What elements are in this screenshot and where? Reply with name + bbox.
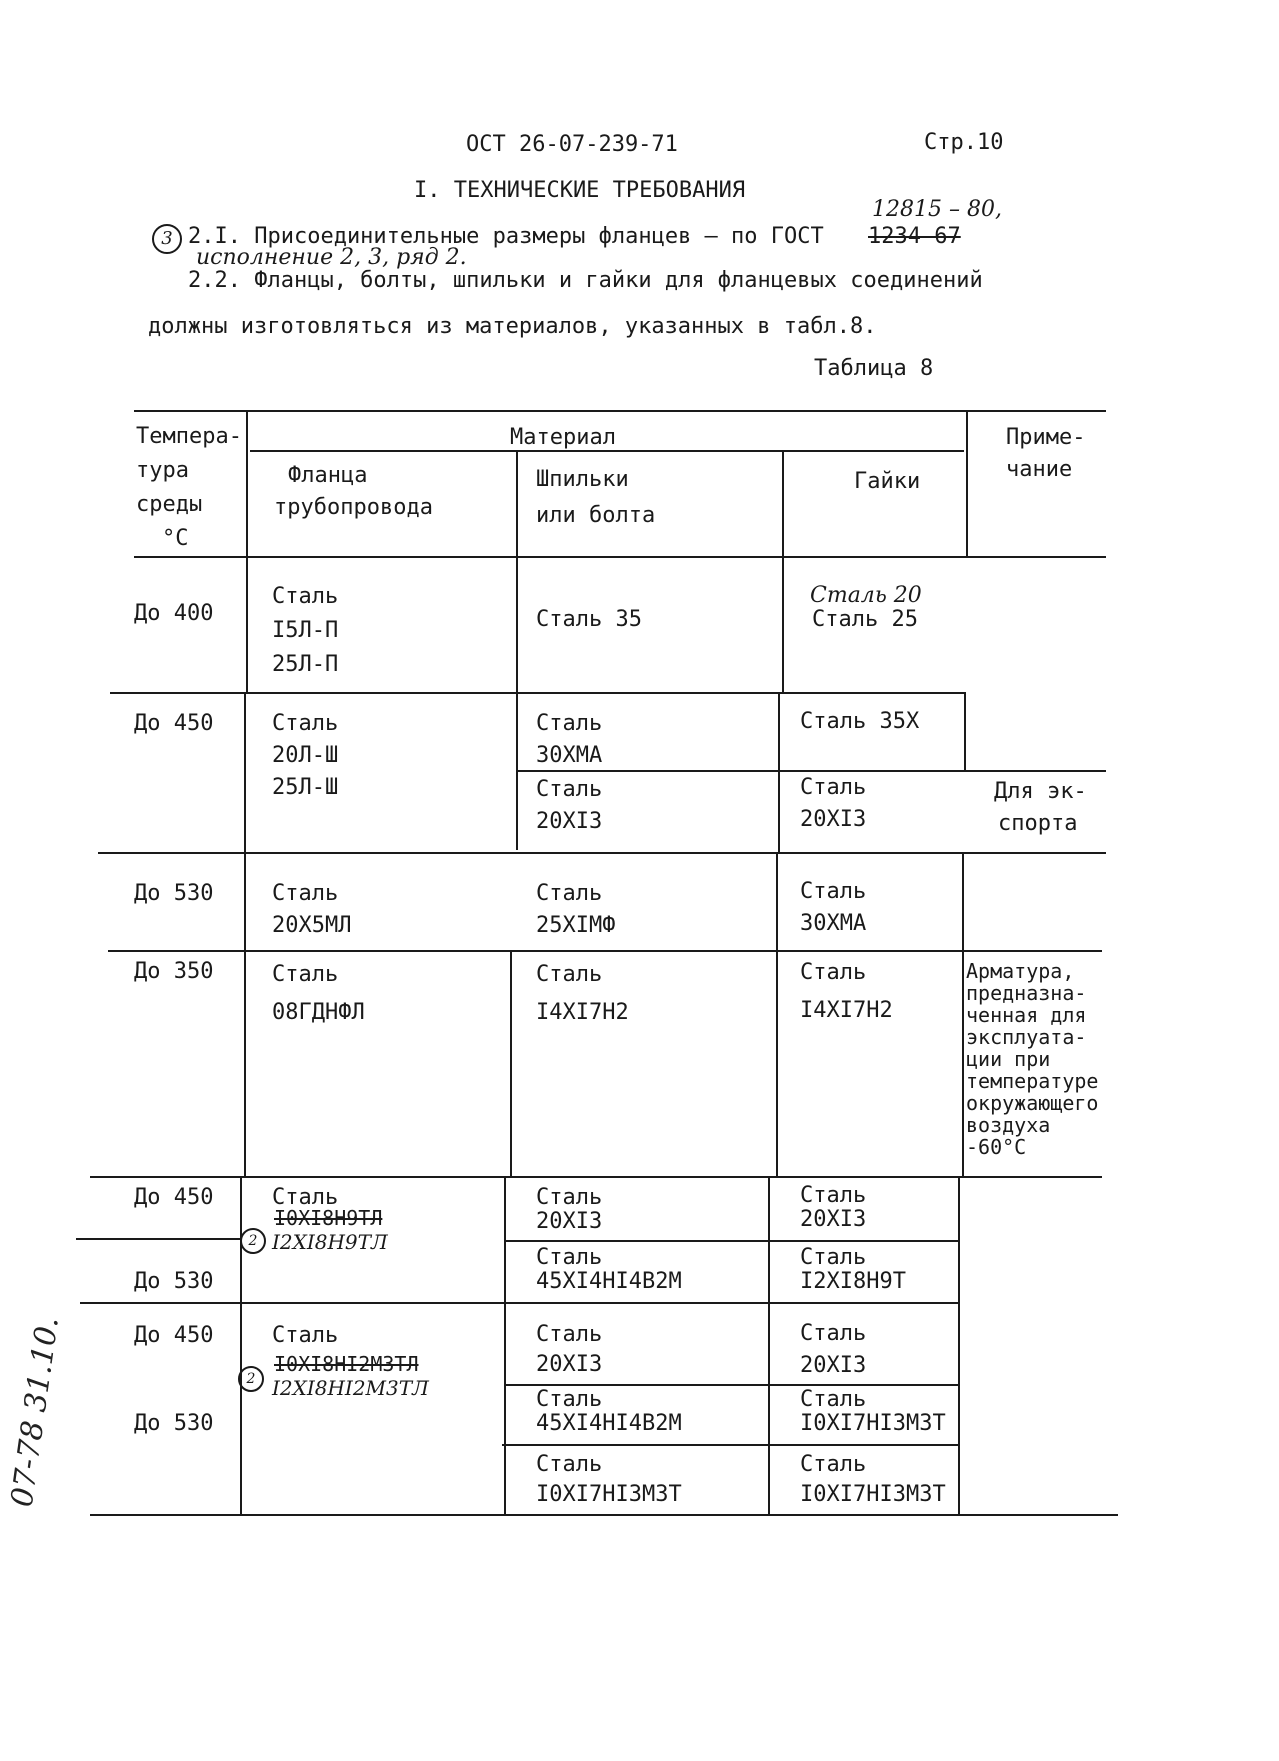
row4-note: Арматура, предназна- ченная для эксплуата- ции при температуре окружающего воздуха -60°С — [966, 959, 1099, 1159]
row2b-nut: Сталь 20ХI3 — [800, 775, 867, 832]
row6a-stud: Сталь 20ХI3 — [536, 1322, 603, 1377]
row6c-nut: Сталь I0ХI7НI3М3Т — [800, 1452, 946, 1507]
row1-nut-handwritten: Сталь 20 — [810, 583, 922, 608]
document-code: ОСТ 26-07-239-71 — [466, 132, 678, 157]
row5b-stud: Сталь 45ХI4НI4В2М — [536, 1245, 682, 1294]
header-temperature: Темпера- тура среды °С — [136, 424, 242, 551]
row5b-temperature: До 530 — [134, 1269, 214, 1294]
clause-2-1-text: 2.I. Присоединительные размеры фланцев – по ГОСТ — [188, 224, 824, 249]
row3-nut: Сталь 30ХМА — [800, 879, 867, 936]
row5-flange-struck: I0ХI8Н9ТЛ — [274, 1206, 383, 1230]
clause-2-2-line2: должны изготовляться из материалов, указанных в табл.8. — [148, 314, 877, 339]
row2-temperature: До 450 — [134, 711, 214, 736]
row4-nut: Сталь I4ХI7Н2 — [800, 960, 893, 1023]
row5-flange-handwritten: I2ХI8Н9ТЛ — [272, 1230, 388, 1254]
row2-flange: Сталь 20Л-Ш 25Л-Ш — [272, 711, 339, 800]
header-note: Приме- чание — [1006, 425, 1086, 482]
row6a-nut: Сталь 20ХI3 — [800, 1321, 867, 1378]
change-mark: 3 — [152, 224, 182, 254]
row4-temperature: До 350 — [134, 959, 214, 984]
page-number: Стр.10 — [924, 130, 1004, 155]
row1-flange: Сталь I5Л-П 25Л-П — [272, 584, 339, 677]
row2b-note: Для эк- спорта — [994, 779, 1087, 836]
row6-flange-struck: I0ХI8НI2М3ТЛ — [274, 1352, 419, 1376]
row5a-nut: Сталь 20ХI3 — [800, 1183, 867, 1232]
table-caption: Таблица 8 — [814, 356, 934, 381]
row6-change-mark: 2 — [238, 1366, 264, 1392]
row1-stud: Сталь 35 — [536, 607, 642, 632]
row4-stud: Сталь I4ХI7Н2 — [536, 962, 629, 1025]
row6b-nut: Сталь I0ХI7НI3М3Т — [800, 1387, 946, 1436]
row5a-stud: Сталь 20ХI3 — [536, 1185, 603, 1234]
row3-temperature: До 530 — [134, 881, 214, 906]
row5b-nut: Сталь I2ХI8Н9Т — [800, 1245, 906, 1294]
row6-flange-label: Сталь — [272, 1323, 339, 1348]
clause-2-1-handwritten-standard: 12815 – 80, — [872, 197, 1002, 222]
header-material: Материал — [510, 425, 616, 450]
section-title: I. ТЕХНИЧЕСКИЕ ТРЕБОВАНИЯ — [414, 178, 746, 203]
row3-flange: Сталь 20Х5МЛ — [272, 881, 352, 938]
row2a-stud: Сталь 30ХМА — [536, 711, 603, 768]
clause-2-2-line1: 2.2. Фланцы, болты, шпильки и гайки для фланцевых соединений — [188, 268, 983, 293]
row1-nut: Сталь 25 — [812, 607, 918, 632]
clause-2-1-handwritten-note: исполнение 2, 3, ряд 2. — [196, 245, 467, 270]
row6c-stud: Сталь I0ХI7НI3М3Т — [536, 1452, 682, 1507]
row2b-stud: Сталь 20ХI3 — [536, 777, 603, 834]
header-flange: Фланца трубопровода — [274, 463, 433, 520]
row6a-temperature: До 450 — [134, 1323, 214, 1348]
row6b-stud: Сталь 45ХI4НI4В2М — [536, 1387, 682, 1436]
margin-handwritten-note: 07-78 31.10. — [4, 1314, 66, 1510]
row4-flange: Сталь 08ГДНФЛ — [272, 962, 365, 1025]
row5-change-mark: 2 — [240, 1228, 266, 1254]
header-stud: Шпильки или болта — [536, 467, 656, 528]
row6-flange-handwritten: I2ХI8НI2М3ТЛ — [272, 1376, 429, 1400]
header-nut: Гайки — [854, 469, 921, 494]
row6b-temperature: До 530 — [134, 1411, 214, 1436]
row5a-temperature: До 450 — [134, 1185, 214, 1210]
row5-flange-label: Сталь — [272, 1185, 339, 1210]
row3-stud: Сталь 25ХIМФ — [536, 881, 616, 938]
row2a-nut: Сталь 35Х — [800, 709, 920, 734]
clause-2-1-struck-standard: 1234-67 — [868, 224, 961, 249]
row1-temperature: До 400 — [134, 601, 214, 626]
